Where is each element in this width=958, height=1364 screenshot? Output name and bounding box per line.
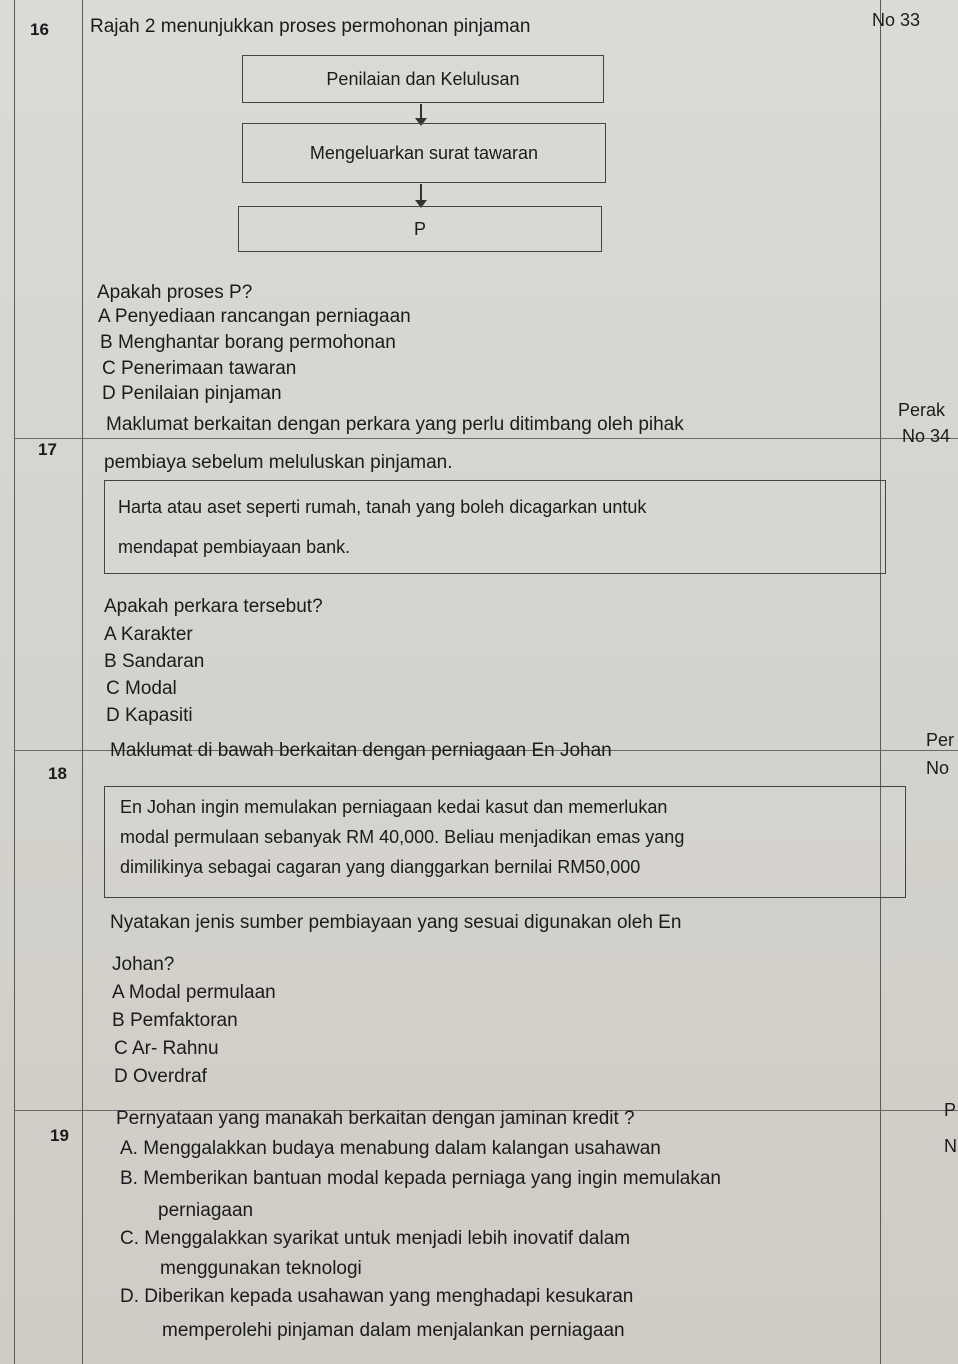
question-18-box-line3: dimilikinya sebagai cagaran yang dianggarkan bernilai RM50,000 [120, 857, 641, 877]
row-divider-17 [14, 438, 958, 439]
question-18-side-label-2: No [926, 758, 950, 778]
question-17-question: Apakah perkara tersebut? [104, 596, 323, 617]
question-19-option-b-line2: perniagaan [158, 1200, 254, 1221]
question-19-option-c-line1: C. Menggalakkan syarikat untuk menjadi lebih inovatif dalam [120, 1228, 631, 1249]
question-17-side-label-1: Perak [898, 400, 946, 420]
flow-step-3 [238, 206, 602, 252]
question-17-stem-line1: Maklumat berkaitan dengan perkara yang perlu ditimbang oleh pihak [106, 414, 684, 435]
question-19-option-c-line2: menggunakan teknologi [160, 1258, 362, 1279]
question-19-option-b-line1: B. Memberikan bantuan modal kepada perniaga yang ingin memulakan [120, 1168, 721, 1189]
question-16-stem: Rajah 2 menunjukkan proses permohonan pinjaman [90, 16, 531, 37]
left-column-border [14, 0, 15, 1364]
question-16-option-a: A Penyediaan rancangan perniagaan [98, 306, 411, 327]
question-19-stem: Pernyataan yang manakah berkaitan dengan jaminan kredit ? [116, 1108, 635, 1129]
question-17-option-c: C Modal [106, 678, 177, 699]
number-column-border [82, 0, 83, 1364]
question-18-option-a: A Modal permulaan [112, 982, 276, 1003]
question-18-question-line2: Johan? [112, 954, 175, 975]
question-19-side-label-2: N [944, 1136, 957, 1156]
question-19-option-a: A. Menggalakkan budaya menabung dalam kalangan usahawan [120, 1138, 661, 1159]
question-17-option-a: A Karakter [104, 624, 193, 645]
question-number-16: 16 [30, 20, 49, 39]
question-17-box-line1: Harta atau aset seperti rumah, tanah yang boleh dicagarkan untuk [118, 497, 647, 517]
question-18-box-line1: En Johan ingin memulakan perniagaan kedai kasut dan memerlukan [120, 797, 668, 817]
question-19-side-label-1: P [944, 1100, 957, 1120]
flow-arrow-1 [420, 104, 422, 120]
question-16-option-c: C Penerimaan tawaran [102, 358, 297, 379]
question-19-option-d-line2: memperolehi pinjaman dalam menjalankan perniagaan [162, 1320, 625, 1341]
question-16-option-d: D Penilaian pinjaman [102, 383, 282, 404]
flow-step-3-label: P [413, 218, 426, 239]
question-16-question: Apakah proses P? [97, 282, 253, 303]
question-number-17: 17 [38, 440, 57, 459]
question-19-option-d-line1: D. Diberikan kepada usahawan yang menghadapi kesukaran [120, 1286, 634, 1307]
flow-step-1 [242, 55, 604, 103]
right-column-border [880, 0, 881, 1364]
question-17-side-label-2: No 34 [902, 426, 951, 446]
question-number-19: 19 [50, 1126, 69, 1145]
question-18-stem: Maklumat di bawah berkaitan dengan perniagaan En Johan [110, 740, 612, 761]
question-18-option-c: C Ar- Rahnu [114, 1038, 219, 1059]
question-number-18: 18 [48, 764, 67, 783]
question-18-option-b: B Pemfaktoran [112, 1010, 238, 1031]
question-17-option-d: D Kapasiti [106, 705, 193, 726]
flow-step-2-label: Mengeluarkan surat tawaran [309, 142, 539, 163]
flow-step-2 [242, 123, 606, 183]
flow-step-1-label: Penilaian dan Kelulusan [326, 68, 520, 89]
question-17-option-b: B Sandaran [104, 651, 205, 672]
question-16-option-b: B Menghantar borang permohonan [100, 332, 396, 353]
flow-arrow-2 [420, 184, 422, 202]
question-17-box-line2: mendapat pembiayaan bank. [118, 537, 351, 557]
question-17-stem-line2: pembiaya sebelum meluluskan pinjaman. [104, 452, 453, 473]
question-18-option-d: D Overdraf [114, 1066, 207, 1087]
question-18-side-label-1: Per [926, 730, 955, 750]
question-18-question-line1: Nyatakan jenis sumber pembiayaan yang sesuai digunakan oleh En [110, 912, 682, 933]
question-16-side-label: No 33 [872, 10, 921, 30]
question-18-box-line2: modal permulaan sebanyak RM 40,000. Beliau menjadikan emas yang [120, 827, 685, 847]
